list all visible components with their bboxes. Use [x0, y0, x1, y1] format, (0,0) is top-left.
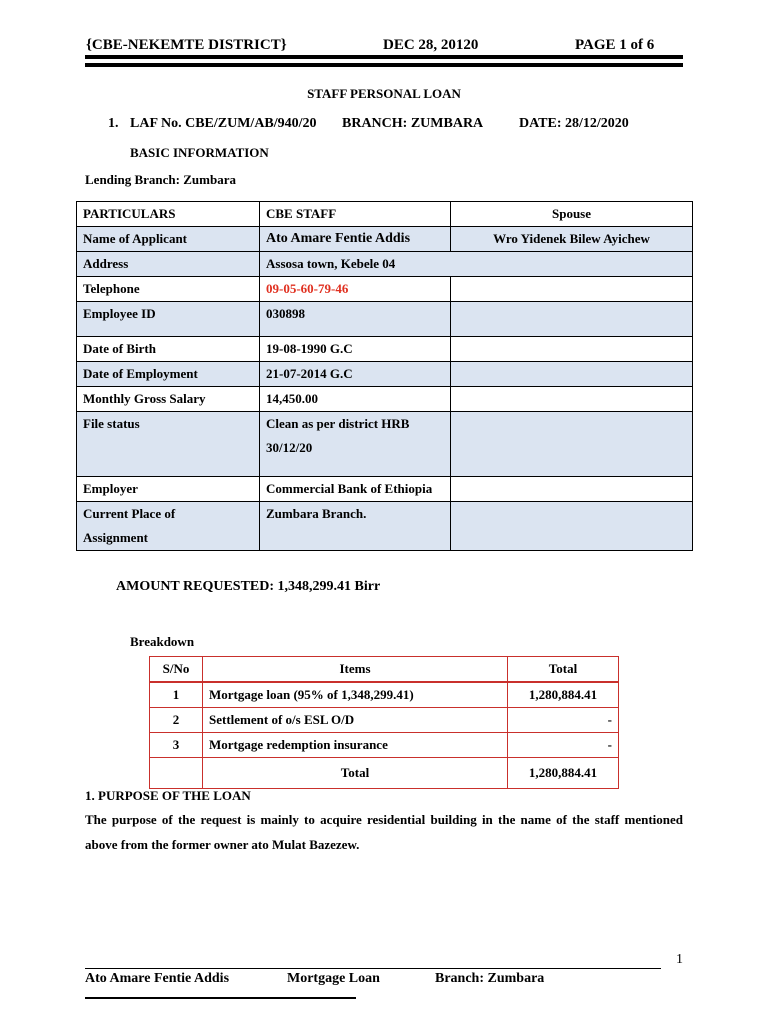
spouse-value: [451, 337, 693, 362]
branch-label: BRANCH: ZUMBARA: [342, 116, 484, 131]
table-row: [77, 502, 693, 551]
amount-requested: AMOUNT REQUESTED: 1,348,299.41 Birr: [116, 579, 381, 594]
spouse-value: [451, 362, 693, 387]
header-date: DEC 28, 20120: [383, 37, 479, 53]
row-label: Date of Employment: [77, 362, 260, 387]
table-row: [77, 277, 693, 302]
staff-value: Zumbara Branch.: [260, 502, 451, 551]
staff-value: Commercial Bank of Ethiopia: [260, 477, 451, 502]
row-label: Monthly Gross Salary: [77, 387, 260, 412]
row-label: Date of Birth: [77, 337, 260, 362]
file-status-line-2: 30/12/20: [266, 440, 313, 455]
table-row: [77, 412, 693, 477]
footer-loan-type: Mortgage Loan: [287, 971, 380, 986]
table-row: [77, 302, 693, 337]
row-label: Address: [77, 252, 260, 277]
table-row: [77, 252, 693, 277]
staff-value: Ato Amare Fentie Addis: [260, 227, 451, 252]
staff-value: Assosa town, Kebele 04: [260, 252, 693, 277]
spouse-value: [451, 277, 693, 302]
sno-cell: 1: [150, 682, 203, 708]
total-row: [150, 758, 619, 789]
col-header-spouse: Spouse: [451, 202, 693, 227]
total-cell: -: [508, 733, 619, 758]
table-row: [77, 362, 693, 387]
col-header-cbe-staff: CBE STAFF: [260, 202, 451, 227]
footer-name: Ato Amare Fentie Addis: [85, 971, 230, 986]
table-header-row: [77, 202, 693, 227]
footer-underline: [85, 997, 356, 999]
laf-date: DATE: 28/12/2020: [519, 116, 629, 131]
page-indicator: PAGE 1 of 6: [575, 37, 655, 53]
col-header-sno: S/No: [150, 657, 203, 683]
col-header-items: Items: [203, 657, 508, 683]
table-row: [77, 477, 693, 502]
row-label: Telephone: [77, 277, 260, 302]
item-cell: Mortgage loan (95% of 1,348,299.41): [203, 682, 508, 708]
header-rule-bottom: [85, 63, 683, 67]
file-status-line-1: Clean as per district HRB: [266, 416, 410, 431]
label-line-1: Current Place of: [83, 506, 176, 521]
purpose-paragraph: The purpose of the request is mainly to acquire residential building in the name of the staff mentioned above from the former owner ato Mulat Bazezew.: [85, 812, 683, 852]
purpose-heading: 1. PURPOSE OF THE LOAN: [85, 788, 251, 803]
sno-cell: [150, 758, 203, 789]
total-cell: -: [508, 708, 619, 733]
district-header: {CBE-NEKEMTE DISTRICT}: [86, 37, 287, 53]
laf-number-index: 1.: [108, 116, 119, 131]
breakdown-label: Breakdown: [130, 634, 195, 649]
basic-info-table: [76, 201, 693, 551]
staff-value: 030898: [260, 302, 451, 337]
spouse-value: [451, 477, 693, 502]
sno-cell: 3: [150, 733, 203, 758]
item-cell: Mortgage redemption insurance: [203, 733, 508, 758]
table-header-row: [150, 657, 619, 683]
spouse-value: [451, 302, 693, 337]
basic-info-heading: BASIC INFORMATION: [130, 145, 269, 160]
document-title: STAFF PERSONAL LOAN: [307, 86, 461, 101]
table-row: [77, 387, 693, 412]
staff-value: 14,450.00: [260, 387, 451, 412]
staff-value: 09-05-60-79-46: [260, 277, 451, 302]
col-header-total: Total: [508, 657, 619, 683]
sno-cell: 2: [150, 708, 203, 733]
lending-branch: Lending Branch: Zumbara: [85, 172, 236, 187]
staff-value: 19-08-1990 G.C: [260, 337, 451, 362]
table-row: [150, 682, 619, 708]
spouse-value: [451, 387, 693, 412]
row-label: Name of Applicant: [77, 227, 260, 252]
breakdown-table: [149, 656, 619, 789]
spouse-value: Wro Yidenek Bilew Ayichew: [451, 227, 693, 252]
item-cell: Settlement of o/s ESL O/D: [203, 708, 508, 733]
table-row: [150, 708, 619, 733]
header-rule-top: [85, 55, 683, 59]
page-number: 1: [676, 952, 683, 967]
row-label: File status: [77, 412, 260, 477]
footer-branch: Branch: Zumbara: [435, 971, 545, 986]
footer-rule: [85, 968, 661, 969]
table-row: [150, 733, 619, 758]
laf-number: LAF No. CBE/ZUM/AB/940/20: [130, 116, 317, 131]
total-label: Total: [203, 758, 508, 789]
total-cell: 1,280,884.41: [508, 682, 619, 708]
total-value: 1,280,884.41: [508, 758, 619, 789]
col-header-particulars: PARTICULARS: [77, 202, 260, 227]
staff-value: 21-07-2014 G.C: [260, 362, 451, 387]
table-row: [77, 337, 693, 362]
table-row: [77, 227, 693, 252]
label-line-2: Assignment: [83, 530, 149, 545]
spouse-value: [451, 412, 693, 477]
staff-value: [260, 412, 451, 477]
row-label: Employee ID: [77, 302, 260, 337]
row-label: [77, 502, 260, 551]
spouse-value: [451, 502, 693, 551]
row-label: Employer: [77, 477, 260, 502]
